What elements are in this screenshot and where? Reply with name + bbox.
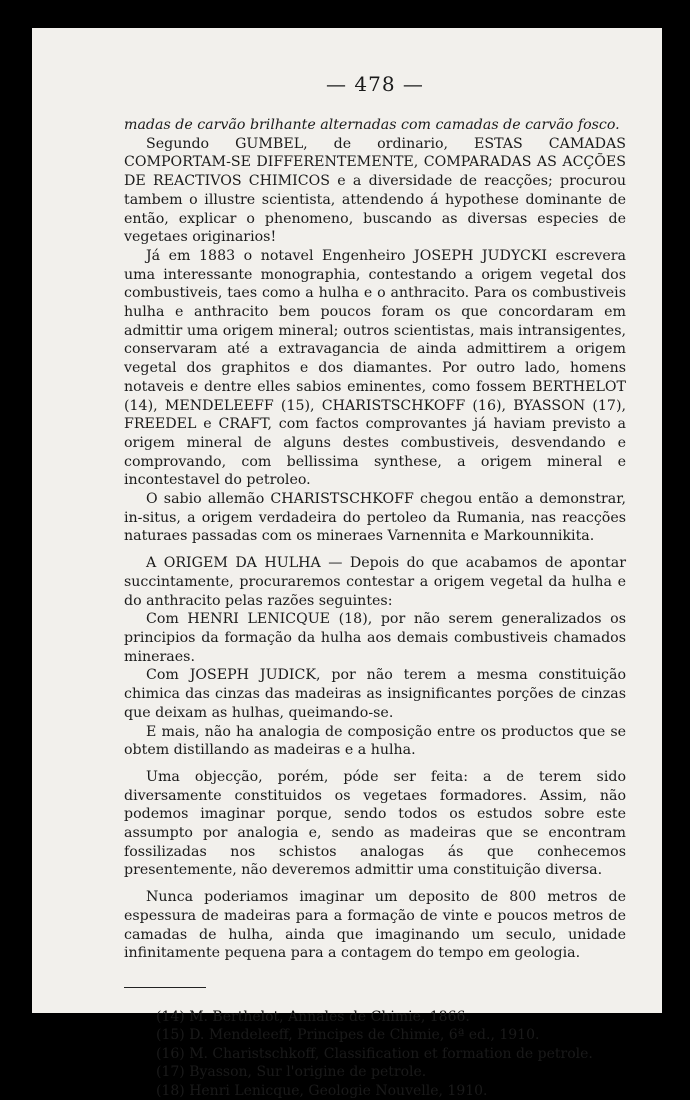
paragraph-1: madas de carvão brilhante alternadas com camadas de carvão fosco. (124, 117, 620, 133)
paragraph-6: Com HENRI LENICQUE (18), por não serem generalizados os principios da formação da hulha aos demais combustiveis chamados mineraes. (124, 611, 626, 665)
footnote-17: (17) Byasson, Sur l'origine de petrole. (156, 1064, 427, 1081)
page-number: — 478 — (326, 72, 424, 96)
paragraph-3: Já em 1883 o notavel Engenheiro JOSEPH JUDYCKI escrevera uma interessante monographia, contestando a origem vegetal dos combustiveis, taes como a hulha e o anthracito. Para os combustiveis hulha e anthracito bem poucos foram os que concordaram em admittir uma origem mineral; outros scientistas, mais intransigentes, conservaram até a extravagancia de ainda admittirem a origem vegetal dos graphitos e dos diamantes. Por outro lado, homens notaveis e dentre elles sabios eminentes, como fossem BERTHELOT (14), MENDELEEFF (15), CHARISTSCHKOFF (16), BYASSON (17), FREEDEL e CRAFT, com factos comprovantes já haviam previsto a origem mineral de alguns destes combustiveis, desvendando e comprovando, com bellissima synthese, a origem mineral e incontestavel do petroleo. (124, 247, 626, 489)
paragraph-7: Com JOSEPH JUDICK, por não terem a mesma constituição chimica das cinzas das madeiras as insignificantes porções de cinzas que deixam as hulhas, queimando-se. (124, 667, 626, 721)
footnote-18: (18) Henri Lenicque, Geologie Nouvelle, 1910. (156, 1082, 488, 1099)
footnote-rule (124, 987, 206, 988)
paragraph-9: Uma objecção, porém, póde ser feita: a de terem sido diversamente constituidos os vegetaes formadores. Assim, não podemos imaginar porque, sendo todos os estudos sobre este assumpto por analogia e, sendo as madeiras que se encontram fossilizadas nos schistos analogas ás que conhecemos presentemente, não deveremos admittir uma constituição diversa. (124, 768, 626, 879)
paragraph-8: E mais, não ha analogia de composição entre os productos que se obtem distillando as madeiras e a hulha. (124, 723, 626, 759)
paragraph-4: O sabio allemão CHARISTSCHKOFF chegou então a demonstrar, in-situs, a origem verdadeira do pertoleo da Rumania, nas reacções naturaes passadas com os mineraes Varnennita e Markounnikita. (124, 491, 626, 545)
paragraph-2: Segundo GUMBEL, de ordinario, ESTAS CAMADAS COMPORTAM-SE DIFFERENTEMENTE, COMPARADAS AS ACÇÕES DE REACTIVOS CHIMICOS e a diversidade de reacções; procurou tambem o illustre scientista, attendendo á hypothese dominante de então, explicar o phenomeno, buscando as diversas especies de vegetaes originarios! (124, 135, 626, 246)
footnotes (124, 1008, 626, 1100)
paragraph-5: A ORIGEM DA HULHA — Depois do que acabamos de apontar succintamente, procuraremos contestar a origem vegetal da hulha e do anthracito pelas razões seguintes: (124, 555, 626, 609)
footnote-15: (15) D. Mendeleeff, Principes de Chimie, 6ª ed., 1910. (156, 1027, 540, 1044)
body-text (124, 116, 626, 963)
footnote-14: (14) M. Berthelot, Annales de Chimie, 1866. (156, 1008, 470, 1025)
paragraph-10: Nunca poderiamos imaginar um deposito de 800 metros de espessura de madeiras para a formação de vinte e poucos metros de camadas de hulha, ainda que imaginando um seculo, unidade infinitamente pequena para a contagem do tempo em geologia. (124, 889, 626, 962)
footnote-16: (16) M. Charistschkoff, Classification et formation de petrole. (156, 1045, 593, 1062)
document-page (32, 28, 662, 1099)
